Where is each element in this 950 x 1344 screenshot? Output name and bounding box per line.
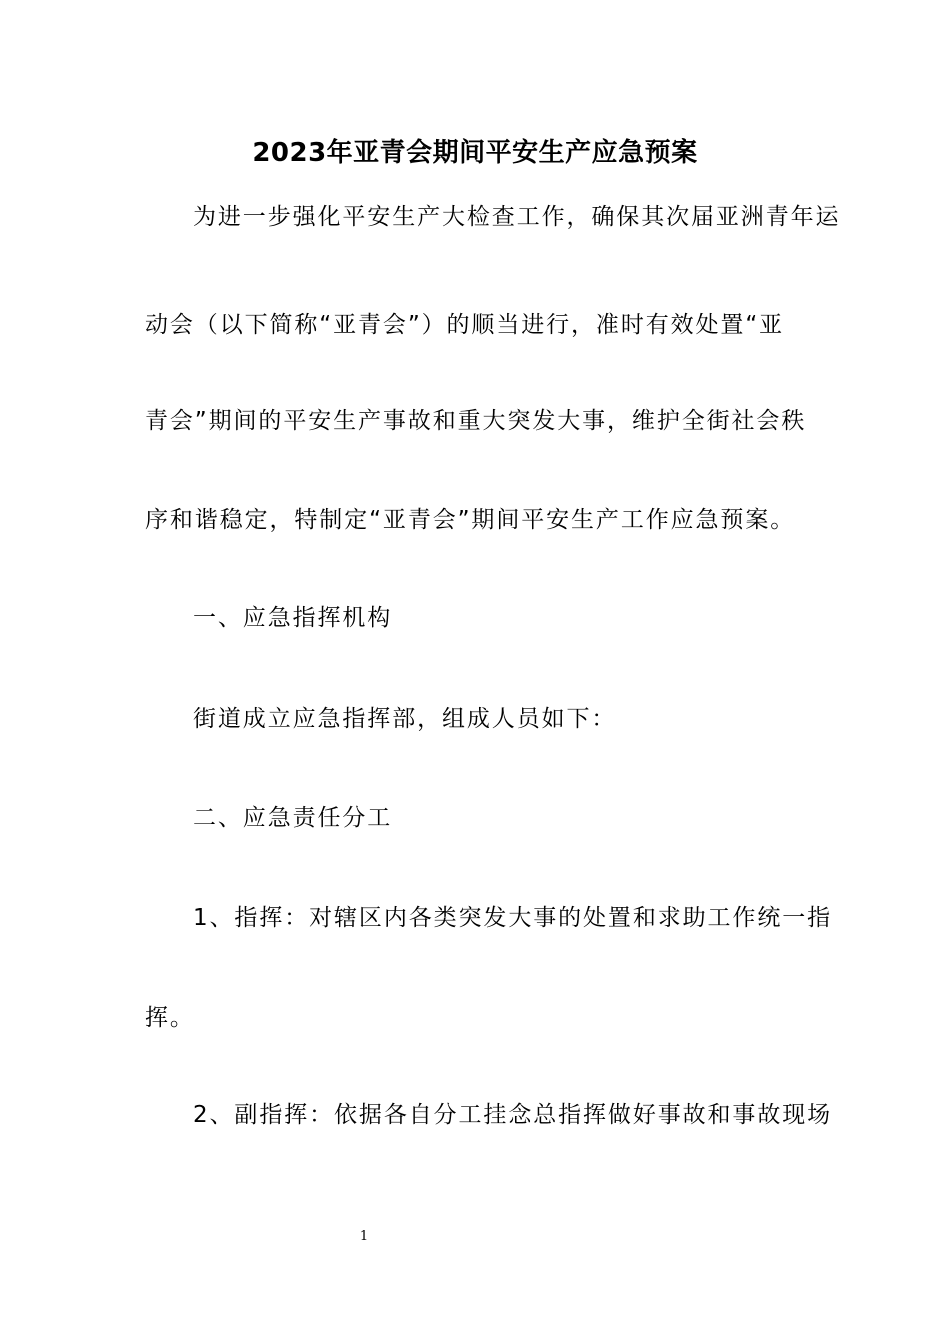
paragraph-line: 2、副指挥：依据各自分工挂念总指挥做好事故和事故现场 [193,1102,833,1128]
paragraph-line: 青会”期间的平安生产事故和重大突发大事，维护全街社会秩 [145,408,807,434]
paragraph-line: 序和谐稳定，特制定“亚青会”期间平安生产工作应急预案。 [145,507,796,533]
paragraph-line: 为进一步强化平安生产大检查工作，确保其次届亚洲青年运 [193,204,841,230]
paragraph-line: 1、指挥：对辖区内各类突发大事的处置和求助工作统一指 [193,905,833,931]
section-heading: 二、应急责任分工 [193,805,393,831]
paragraph-line: 动会（以下简称“亚青会”）的顺当进行，准时有效处置“亚 [145,312,785,338]
section-heading: 一、应急指挥机构 [193,605,393,631]
page-number: 1 [359,1229,369,1244]
paragraph-line: 挥。 [145,1005,195,1031]
document-title: 2023年亚青会期间平安生产应急预案 [252,138,698,168]
paragraph-line: 街道成立应急指挥部，组成人员如下： [193,706,617,732]
